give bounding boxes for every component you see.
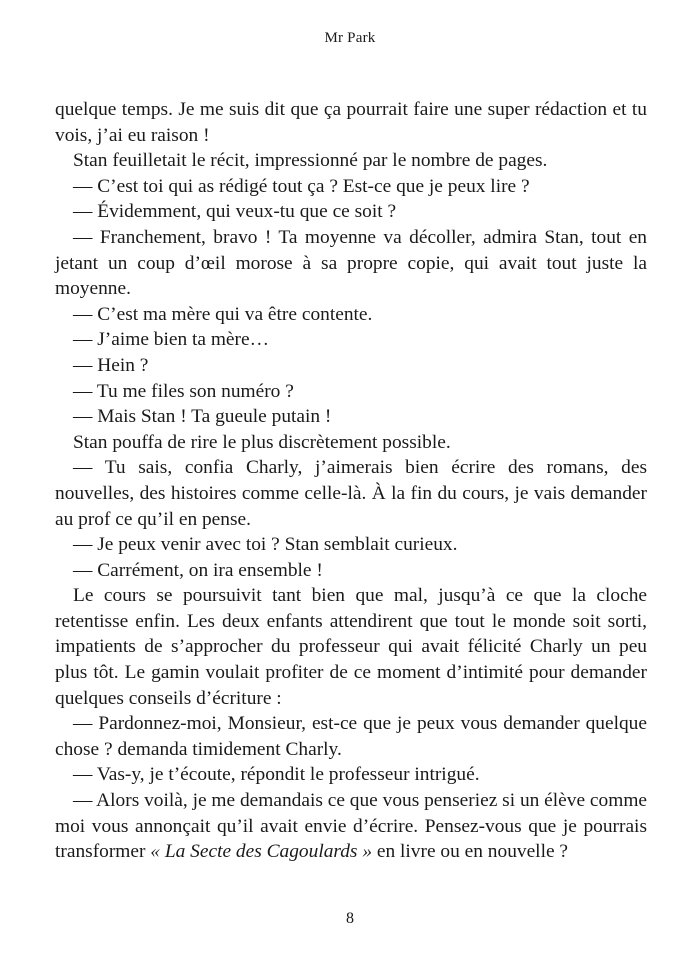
dialogue-line: — Évidemment, qui veux-tu que ce soit ? bbox=[73, 201, 397, 223]
dialogue-line: — Hein ? bbox=[73, 354, 149, 376]
dialogue-text: en livre ou en nouvelle ? bbox=[372, 841, 569, 863]
dialogue-text: — Alors voilà, je me demandais ce que vous penseriez si un élève comme moi vous annonçait qu’il avait envie d’écrire. Pensez-vous que je pourrais transformer bbox=[55, 790, 648, 863]
dialogue-line: — J’aime bien ta mère… bbox=[73, 329, 269, 351]
running-header: Mr Park bbox=[324, 30, 376, 46]
dialogue-line: — Vas-y, je t’écoute, répondit le professeur intrigué. bbox=[73, 764, 480, 786]
dialogue-line: — C’est toi qui as rédigé tout ça ? Est-ce que je peux lire ? bbox=[73, 175, 530, 197]
book-title: « La Secte des Cagoulards » bbox=[150, 841, 373, 863]
dialogue-line: — Carrément, on ira ensemble ! bbox=[73, 559, 323, 581]
dialogue-line bbox=[55, 788, 647, 865]
dialogue-line: — Tu me files son numéro ? bbox=[73, 380, 294, 402]
dialogue-line: — Franchement, bravo ! Ta moyenne va décoller, admira Stan, tout en jetant un coup d’œil morose à sa propre copie, qui avait tout juste la moyenne. bbox=[55, 226, 647, 300]
dialogue-line: — Pardonnez-moi, Monsieur, est-ce que je peux vous demander quelque chose ? demanda timidement Charly. bbox=[55, 713, 647, 760]
dialogue-line: — Tu sais, confia Charly, j’aimerais bien écrire des romans, des nouvelles, des histoires comme celle-là. À la fin du cours, je vais demander au prof ce qu’il en pense. bbox=[55, 457, 647, 530]
paragraph: quelque temps. Je me suis dit que ça pourrait faire une super rédaction et tu vois, j’ai eu raison ! bbox=[55, 99, 647, 146]
dialogue-line: — Mais Stan ! Ta gueule putain ! bbox=[73, 406, 332, 428]
paragraph: Stan pouffa de rire le plus discrètement possible. bbox=[73, 431, 451, 453]
dialogue-line: — C’est ma mère qui va être contente. bbox=[73, 303, 373, 325]
page-number: 8 bbox=[346, 910, 354, 927]
dialogue-line: — Je peux venir avec toi ? Stan semblait curieux. bbox=[73, 534, 458, 556]
paragraph: Stan feuilletait le récit, impressionné par le nombre de pages. bbox=[73, 150, 548, 172]
body-text bbox=[55, 97, 647, 865]
paragraph: Le cours se poursuivit tant bien que mal, jusqu’à ce que la cloche retentisse enfin. Les deux enfants attendirent que tout le monde soit sorti, impatients de s’approcher du professeur qui avait félicité Charly un peu plus tôt. Le gamin voulait profiter de ce moment d’intimité pour demander quelques conseils d’écriture : bbox=[55, 585, 647, 709]
